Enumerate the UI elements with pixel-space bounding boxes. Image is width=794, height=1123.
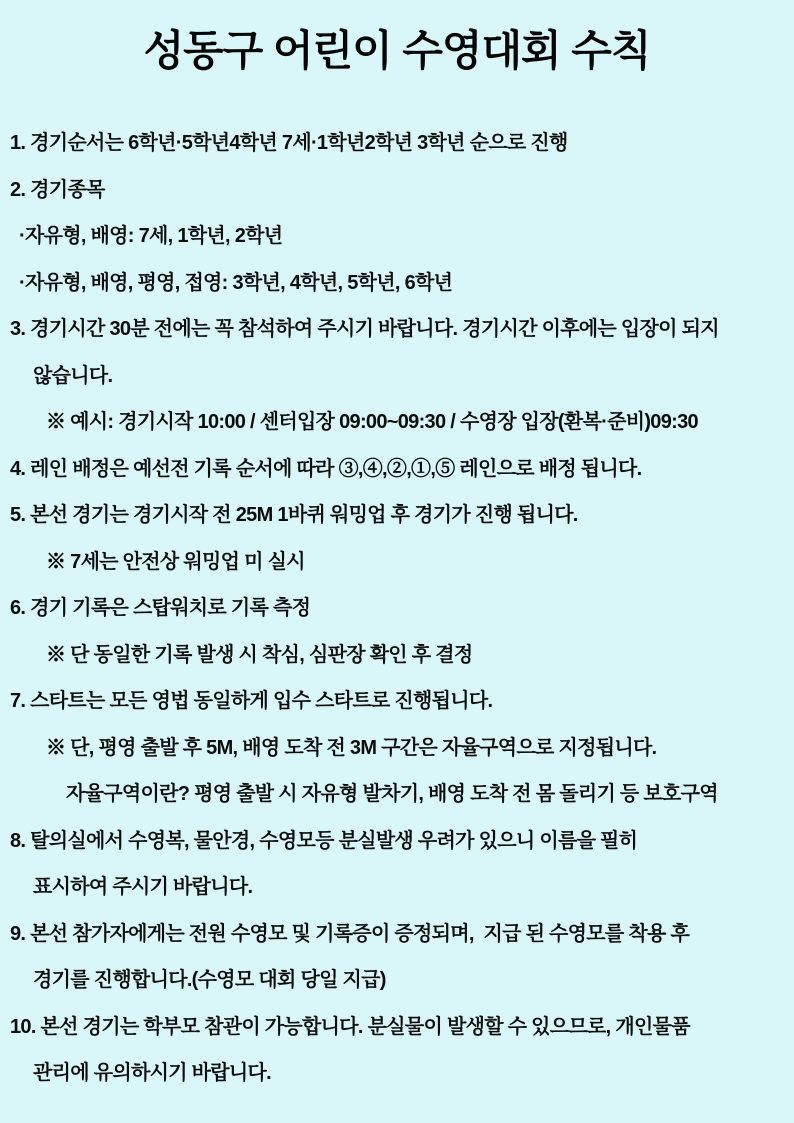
rule-line-9-continued: 경기를 진행합니다.(수영모 대회 당일 지급)	[33, 969, 386, 991]
rule-line-9: 9. 본선 참가자에게는 전원 수영모 및 기록증이 증정되며, 지급 된 수영모를 착용 후	[10, 922, 690, 945]
rule-line-1: 1. 경기순서는 6학년·5학년4학년 7세·1학년2학년 3학년 순으로 진행	[10, 132, 568, 154]
rule-line-2: 2. 경기종목	[10, 178, 105, 201]
rule-line-6-note: ※ 단 동일한 기록 발생 시 착심, 심판장 확인 후 결정	[46, 643, 473, 666]
rule-line-5-note: ※ 7세는 안전상 워밍업 미 실시	[46, 550, 305, 573]
rule-line-7: 7. 스타트는 모든 영법 동일하게 입수 스타트로 진행됩니다.	[10, 690, 493, 712]
rule-line-3: 3. 경기시간 30분 전에는 꼭 참석하여 주시기 바랍니다. 경기시간 이후에는 입장이 되지	[10, 318, 719, 340]
rule-line-2-bullet-2: ·자유형, 배영, 평영, 접영: 3학년, 4학년, 5학년, 6학년	[19, 271, 453, 294]
rule-line-8: 8. 탈의실에서 수영복, 물안경, 수영모등 분실발생 우려가 있으니 이름을 필히	[10, 829, 638, 852]
rule-line-10-continued: 관리에 유의하시기 바랍니다.	[33, 1062, 272, 1084]
rules-list	[0, 120, 794, 1097]
rule-line-3-continued: 않습니다.	[33, 364, 113, 387]
rule-line-10: 10. 본선 경기는 학부모 참관이 가능합니다. 분실물이 발생할 수 있으므로, 개인물품	[10, 1015, 690, 1038]
rule-line-5: 5. 본선 경기는 경기시작 전 25M 1바퀴 워밍업 후 경기가 진행 됩니다.	[10, 504, 578, 526]
page-title: 성동구 어린이 수영대회 수칙	[143, 27, 651, 74]
rule-line-4: 4. 레인 배정은 예선전 기록 순서에 따라 ③,④,②,①,⑤ 레인으로 배정 됩니다.	[10, 457, 642, 480]
rule-line-6: 6. 경기 기록은 스탑워치로 기록 측정	[10, 597, 311, 619]
rule-line-3-note: ※ 예시: 경기시작 10:00 / 센터입장 09:00~09:30 / 수영장 입장(환복·준비)09:30	[46, 411, 698, 433]
rule-line-7-note: ※ 단, 평영 출발 후 5M, 배영 도착 전 3M 구간은 자율구역으로 지정됩니다.	[46, 736, 657, 759]
rule-line-2-bullet-1: ·자유형, 배영: 7세, 1학년, 2학년	[19, 225, 283, 247]
rule-line-8-continued: 표시하여 주시기 바랍니다.	[33, 876, 253, 898]
rule-line-7-note-detail: 자율구역이란? 평영 출발 시 자유형 발차기, 배영 도착 전 몸 돌리기 등 보호구역	[66, 783, 718, 805]
